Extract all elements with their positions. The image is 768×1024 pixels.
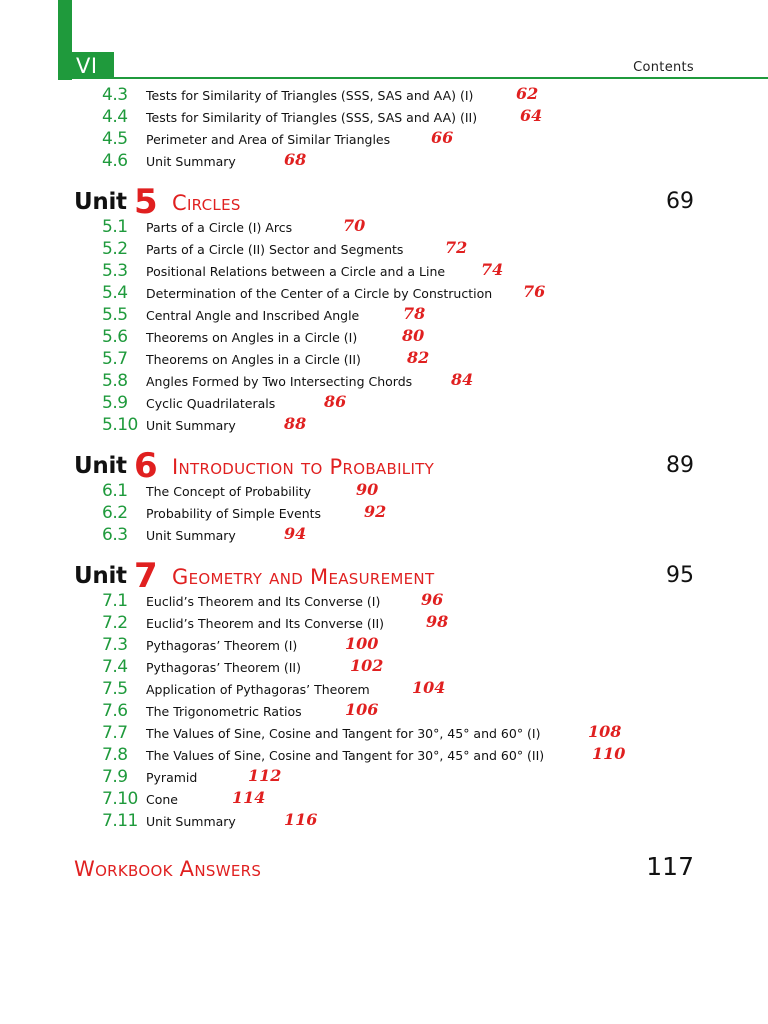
entry-page-number: 90: [356, 480, 379, 499]
entry-number: 5.9: [102, 393, 128, 413]
entry-page-number: 88: [284, 414, 307, 433]
entry-page-number: 78: [403, 304, 426, 323]
toc-entry[interactable]: [0, 612, 768, 634]
unit-label: Unit: [74, 453, 127, 479]
entry-title: The Concept of Probability: [146, 484, 311, 499]
entry-number: 7.11: [102, 811, 138, 831]
toc-entry[interactable]: [0, 216, 768, 238]
toc-entry[interactable]: [0, 150, 768, 172]
entry-number: 6.1: [102, 481, 128, 501]
toc-entry[interactable]: [0, 788, 768, 810]
unit-heading[interactable]: [0, 446, 768, 486]
entry-page-number: 98: [426, 612, 449, 631]
entry-page-number: 66: [431, 128, 454, 147]
entry-page-number: 114: [232, 788, 266, 807]
toc-entry[interactable]: [0, 84, 768, 106]
unit-heading[interactable]: [0, 556, 768, 596]
toc-entry[interactable]: [0, 392, 768, 414]
entry-number: 5.1: [102, 217, 128, 237]
workbook-answers-page: 117: [646, 852, 694, 881]
entry-page-number: 70: [343, 216, 366, 235]
entry-title: Euclid’s Theorem and Its Converse (I): [146, 594, 381, 609]
toc-entry[interactable]: [0, 656, 768, 678]
toc-entry[interactable]: [0, 744, 768, 766]
toc-entry[interactable]: [0, 238, 768, 260]
toc-entry[interactable]: [0, 524, 768, 546]
entry-page-number: 76: [523, 282, 546, 301]
toc-entry[interactable]: [0, 326, 768, 348]
toc-entry[interactable]: [0, 700, 768, 722]
toc-entry[interactable]: [0, 260, 768, 282]
entry-title: Unit Summary: [146, 814, 236, 829]
entry-page-number: 96: [421, 590, 444, 609]
entry-page-number: 80: [402, 326, 425, 345]
unit-label: Unit: [74, 189, 127, 215]
entry-number: 6.3: [102, 525, 128, 545]
entry-title: Cone: [146, 792, 178, 807]
entry-title: Determination of the Center of a Circle by Construction: [146, 286, 493, 301]
entry-number: 5.3: [102, 261, 128, 281]
entry-title: The Values of Sine, Cosine and Tangent for 30°, 45° and 60° (I): [146, 726, 541, 741]
toc-entry[interactable]: [0, 722, 768, 744]
toc-entry[interactable]: [0, 502, 768, 524]
entry-number: 5.10: [102, 415, 138, 435]
unit-label: Unit: [74, 563, 127, 589]
unit-title: Circles: [172, 191, 241, 215]
entry-number: 7.3: [102, 635, 128, 655]
entry-page-number: 108: [588, 722, 622, 741]
entry-page-number: 116: [284, 810, 318, 829]
workbook-answers-title: Workbook Answers: [74, 857, 262, 881]
entry-number: 7.5: [102, 679, 128, 699]
unit-page-number: 89: [666, 453, 694, 478]
entry-number: 7.2: [102, 613, 128, 633]
entry-title: Positional Relations between a Circle and a Line: [146, 264, 446, 279]
toc-entry[interactable]: [0, 348, 768, 370]
toc-entry[interactable]: [0, 810, 768, 832]
entry-number: 5.6: [102, 327, 128, 347]
entry-page-number: 110: [592, 744, 626, 763]
entry-title: Euclid’s Theorem and Its Converse (II): [146, 616, 385, 631]
unit-page-number: 95: [666, 563, 694, 588]
entry-page-number: 82: [407, 348, 430, 367]
entry-title: Unit Summary: [146, 528, 236, 543]
entry-page-number: 84: [451, 370, 474, 389]
entry-page-number: 62: [516, 84, 539, 103]
entry-number: 7.8: [102, 745, 128, 765]
toc-entry[interactable]: [0, 370, 768, 392]
entry-page-number: 102: [350, 656, 384, 675]
entry-number: 7.6: [102, 701, 128, 721]
entry-number: 5.2: [102, 239, 128, 259]
entry-page-number: 74: [481, 260, 504, 279]
entry-number: 7.4: [102, 657, 128, 677]
page-number-tab: VI: [68, 52, 114, 79]
toc-entry[interactable]: [0, 282, 768, 304]
unit-page-number: 69: [666, 189, 694, 214]
entry-title: Unit Summary: [146, 418, 236, 433]
entry-number: 6.2: [102, 503, 128, 523]
entry-page-number: 112: [248, 766, 282, 785]
entry-title: The Trigonometric Ratios: [146, 704, 302, 719]
unit-heading[interactable]: [0, 182, 768, 222]
entry-number: 5.7: [102, 349, 128, 369]
toc-entry[interactable]: [0, 128, 768, 150]
entry-title: Pythagoras’ Theorem (II): [146, 660, 301, 675]
unit-number: 6: [134, 446, 158, 486]
toc-entry[interactable]: [0, 106, 768, 128]
unit-title: Geometry and Measurement: [172, 565, 435, 589]
entry-title: Pyramid: [146, 770, 198, 785]
toc-entry[interactable]: [0, 766, 768, 788]
entry-number: 7.7: [102, 723, 128, 743]
entry-title: Parts of a Circle (II) Sector and Segments: [146, 242, 404, 257]
entry-title: The Values of Sine, Cosine and Tangent for 30°, 45° and 60° (II): [146, 748, 545, 763]
entry-page-number: 106: [345, 700, 379, 719]
entry-title: Perimeter and Area of Similar Triangles: [146, 132, 391, 147]
entry-number: 4.3: [102, 85, 128, 105]
entry-title: Tests for Similarity of Triangles (SSS, SAS and AA) (I): [146, 88, 474, 103]
unit-number: 5: [134, 182, 158, 222]
entry-page-number: 68: [284, 150, 307, 169]
entry-title: Cyclic Quadrilaterals: [146, 396, 276, 411]
entry-number: 5.4: [102, 283, 128, 303]
entry-page-number: 64: [520, 106, 543, 125]
header-title: Contents: [633, 60, 694, 75]
unit-title: Introduction to Probability: [172, 455, 435, 479]
entry-number: 4.5: [102, 129, 128, 149]
entry-title: Tests for Similarity of Triangles (SSS, SAS and AA) (II): [146, 110, 478, 125]
toc-entry[interactable]: [0, 590, 768, 612]
entry-page-number: 104: [412, 678, 446, 697]
entry-title: Probability of Simple Events: [146, 506, 322, 521]
toc-entry[interactable]: [0, 304, 768, 326]
entry-title: Unit Summary: [146, 154, 236, 169]
entry-page-number: 86: [324, 392, 347, 411]
toc-entry[interactable]: [0, 480, 768, 502]
entry-title: Theorems on Angles in a Circle (I): [146, 330, 358, 345]
entry-title: Angles Formed by Two Intersecting Chords: [146, 374, 413, 389]
entry-number: 7.10: [102, 789, 138, 809]
entry-number: 7.9: [102, 767, 128, 787]
unit-number: 7: [134, 556, 158, 596]
entry-page-number: 72: [445, 238, 468, 257]
workbook-answers-heading[interactable]: [0, 852, 768, 886]
entry-number: 5.5: [102, 305, 128, 325]
toc-entry[interactable]: [0, 634, 768, 656]
entry-title: Parts of a Circle (I) Arcs: [146, 220, 293, 235]
entry-title: Theorems on Angles in a Circle (II): [146, 352, 361, 367]
entry-number: 4.6: [102, 151, 128, 171]
toc-entry[interactable]: [0, 414, 768, 436]
entry-number: 5.8: [102, 371, 128, 391]
entry-title: Application of Pythagoras’ Theorem: [146, 682, 370, 697]
entry-title: Pythagoras’ Theorem (I): [146, 638, 298, 653]
entry-number: 7.1: [102, 591, 128, 611]
entry-page-number: 92: [364, 502, 387, 521]
header-rule: [114, 77, 768, 79]
entry-title: Central Angle and Inscribed Angle: [146, 308, 360, 323]
toc-entry[interactable]: [0, 678, 768, 700]
entry-page-number: 100: [345, 634, 379, 653]
entry-page-number: 94: [284, 524, 307, 543]
entry-number: 4.4: [102, 107, 128, 127]
